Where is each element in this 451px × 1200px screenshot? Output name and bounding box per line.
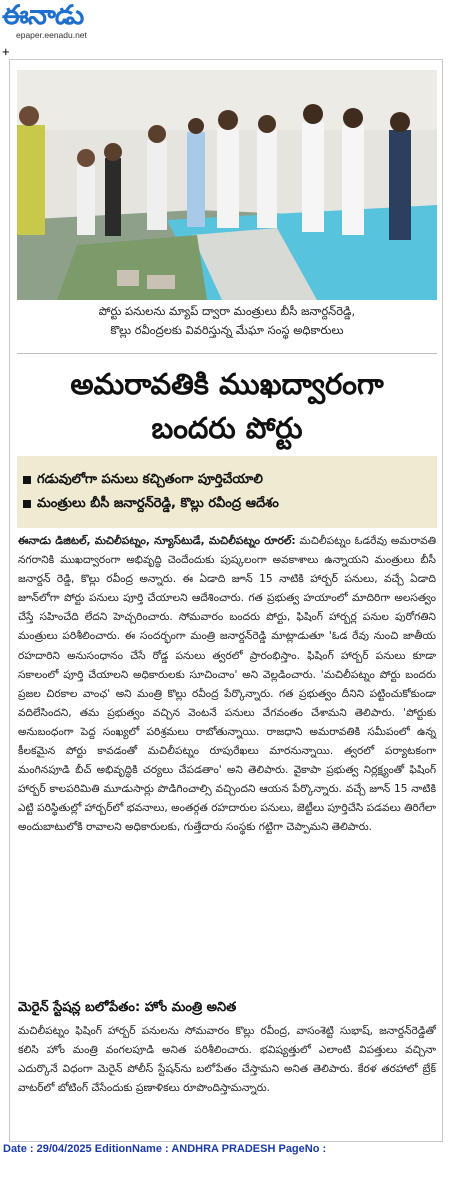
highlight-box	[17, 456, 437, 528]
article-headline	[17, 362, 437, 450]
square-bullet-icon	[23, 500, 31, 508]
highlight-text: గడువులోగా పనులు కచ్చితంగా పూర్తిచేయాలి	[37, 472, 263, 487]
square-bullet-icon	[23, 476, 31, 484]
article-body-secondary	[18, 1022, 436, 1098]
highlight-point	[17, 492, 437, 516]
caption-line: కొల్లు రవీంద్రలకు వివరిస్తున్న మేఘా సంస్థ అధికారులు	[110, 323, 344, 337]
newspaper-logo[interactable]: ఈనాడు	[2, 0, 84, 31]
body-paragraph: మచిలీపట్నం ఫిషింగ్ హార్బర్ పనులను సోమవారం కొల్లు రవీంద్ర, వాసంశెట్టి సుభాష్, జనార్దన్‌రెడ్డితో కలిసి హోం మంత్రి వంగలపూడి అనిత పరిశీలించారు. భవిష్యత్తులో ఎలాంటి విపత్తులు వచ్చినా ఎదుర్కొనే విధంగా మెరైన్ పోలీస్ స్టేషన్‌ను బలోపేతం చేస్తామని అనిత తెలిపారు. కేరళ తరహాలో బ్రేక్ వాటర్‌లో బోటింగ్ చేసేందుకు ప్రణాళికలు రూపొందిస్తామన్నారు.	[18, 1025, 436, 1095]
headline-line: బందరు పోర్టు	[151, 411, 303, 445]
subheading: మెరైన్ స్టేషన్ల బలోపేతం: హోం మంత్రి అనిత	[18, 1000, 237, 1015]
body-paragraph: మచిలీపట్నం ఓడరేవు అమరావతి నగరానికి ముఖద్వారంగా అభివృద్ధి చెందేందుకు పుష్కలంగా అవకాశాలు ఉన్నాయని మంత్రులు బీసీ జనార్దన్ రెడ్డి, కొల్లు రవీంద్ర అన్నారు. ఈ ఏడాది జూన్ 15 నాటికి హార్బర్ పనులు, వచ్చే ఏడాది జూన్‌లోగా పోర్టు పనులు పూర్తి చేయాలని ఆదేశించారు. గత ప్రభుత్వ హయాంలో మాదిరిగా అలసత్వం చేస్తే సహించేది లేదని హెచ్చరించారు. సోమవారం బందరు పోర్టు, ఫిషింగ్ హార్బర్ల పనుల పురోగతిని మంత్రులు పరిశీలించారు. ఈ సందర్భంగా మంత్రి జనార్దన్‌రెడ్డి మాట్లాడుతూ 'ఓడ రేవు నుంచి జాతీయ రహదారిని అనుసంధానం చేసే రోడ్డ పనులు త్వరలో ప్రారంభిస్తాం. ఫిషింగ్ హార్బర్ పనులు కూడా సకాలంలో పూర్తి చేయాలని అధికారులకు సూచించాం' అని వెల్లడించారు. 'మచిలీపట్నం పోర్టు బందరు ప్రజల చిరకాల వాంఛ' అని మంత్రి కొల్లు రవీంద్ర పేర్కొన్నారు. గత ప్రభుత్వం దీనిని పట్టించుకోకుండా వదిలేసిందని, తమ ప్రభుత్వం వచ్చిన వెంటనే పనులు వేగవంతం చేశామని తెలిపారు. 'పోర్టుకు అనుబంధంగా పెద్ద సంఖ్యలో పరిశ్రమలు రాబోతున్నాయి. రాజధాని అమరావతికి సమీపంలో ఉన్న కీలకమైన పోర్టు కావడంతో మచిలీపట్నం రూపురేఖలు మారనున్నాయి. త్వరలో పర్యాటకంగా మంగినపూడి బీచ్ అభివృద్ధికి చర్యలు చేపడతాం' అని తెలిపారు. వైకాపా ప్రభుత్వ నిర్లక్ష్యంతో ఫిషింగ్ హార్బర్ కాలపరిమితి మూడుసార్లు పొడిగించాల్సి వచ్చిందని ఆయన పేర్కొన్నారు. వచ్చే జూన్ 15 నాటికి ఎట్టి పరిస్థితుల్లో హార్బర్‌లో భవనాలు, అంతర్గత రహదారుల పనులు, జెట్టీలు పూర్తిచేసి పడవలు తిరిగేలా అందుబాటులోకి రావాలని అధికారులకు, గుత్తేదారు సంస్థకు గట్టిగా చెప్పామని తెలిపారు.	[18, 535, 436, 834]
masthead	[0, 0, 451, 46]
headline-line: అమరావతికి ముఖద్వారంగా	[70, 367, 384, 401]
dateline: ఈనాడు డిజిటల్, మచిలీపట్నం, న్యూస్‌టుడే, మచిలీపట్నం రూరల్:	[18, 535, 296, 547]
highlight-text: మంత్రులు బీసీ జనార్దన్‌రెడ్డి, కొల్లు రవీంద్ర ఆదేశం	[37, 496, 279, 511]
zoom-plus-icon[interactable]: +	[2, 44, 10, 59]
site-url[interactable]: epaper.eenadu.net	[16, 30, 87, 40]
photo-caption	[17, 302, 437, 352]
article-body	[18, 532, 436, 838]
caption-line: పోర్టు పనులను మ్యాప్ ద్వారా మంత్రులు బీసీ జనార్దన్‌రెడ్డి,	[98, 304, 356, 318]
article-photo	[17, 70, 437, 300]
highlight-point	[17, 468, 437, 492]
edition-footer: Date : 29/04/2025 EditionName : ANDHRA PRADESH PageNo :	[3, 1143, 327, 1155]
photo-illustration	[17, 70, 437, 300]
divider	[17, 353, 437, 354]
